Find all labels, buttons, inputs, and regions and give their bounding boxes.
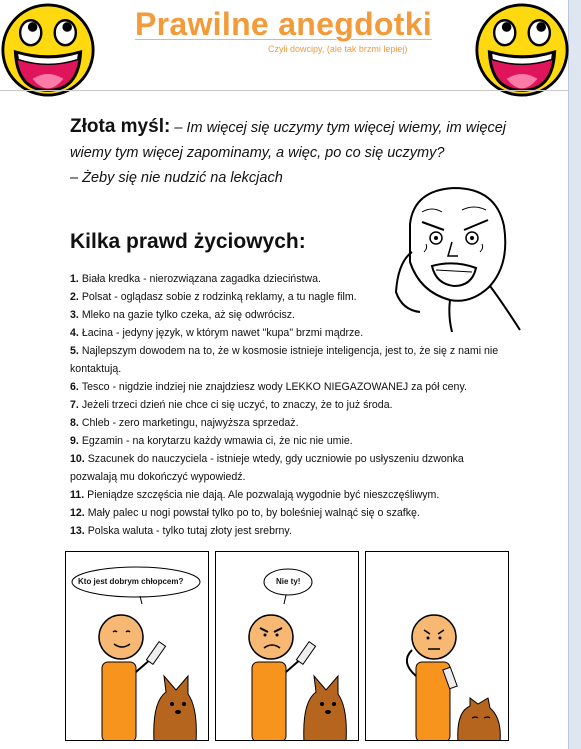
truth-item bbox=[70, 378, 510, 396]
truth-text: Jeżeli trzeci dzień nie chce ci się uczyć, to znaczy, że to już środa. bbox=[81, 399, 393, 411]
truth-text: Łacina - jedyny język, w którym nawet "kupa" brzmi mądrze. bbox=[81, 327, 364, 339]
truth-text: Tesco - nigdzie indziej nie znajdziesz wody LEKKO NIEGAZOWANEJ za pół ceny. bbox=[81, 381, 467, 393]
truth-number: 7. bbox=[70, 399, 79, 411]
truth-number: 6. bbox=[70, 381, 79, 393]
truth-item bbox=[70, 432, 510, 450]
truth-item bbox=[70, 450, 510, 486]
truth-item bbox=[70, 522, 510, 540]
comic-panel-3 bbox=[365, 551, 509, 741]
awesome-smiley-icon bbox=[474, 2, 570, 98]
golden-thought bbox=[70, 114, 510, 191]
truth-item bbox=[70, 486, 510, 504]
truth-number: 1. bbox=[70, 273, 79, 285]
truth-text: Biała kredka - nierozwiązana zagadka dzieciństwa. bbox=[81, 273, 321, 285]
comic-panel-1 bbox=[65, 551, 209, 741]
truth-text: Najlepszym dowodem na to, że w kosmosie istnieje inteligencja, jest to, że się z nami nie kontaktują. bbox=[70, 345, 499, 375]
truth-text: Polska waluta - tylko tutaj złoty jest srebrny. bbox=[87, 525, 292, 537]
header-divider bbox=[0, 90, 568, 91]
truth-number: 8. bbox=[70, 417, 79, 429]
speech-bubble-text: Kto jest dobrym chłopcem? bbox=[78, 577, 184, 586]
truth-text: Mleko na gazie tylko czeka, aż się odwrócisz. bbox=[81, 309, 295, 321]
page-subtitle: Czyli dowcipy, (ale tak brzmi lepiej) bbox=[268, 44, 408, 54]
truth-item bbox=[70, 324, 510, 342]
truth-text: Pieniądze szczęścia nie dają. Ale pozwalają wygodnie być nieszczęśliwym. bbox=[87, 489, 440, 501]
truth-number: 13. bbox=[70, 525, 85, 537]
golden-thought-text: – Im więcej się uczymy tym więcej wiemy, im więcej wiemy tym więcej zapominamy, a więc, po co się uczymy? bbox=[70, 120, 507, 161]
comic-strip bbox=[65, 551, 510, 741]
truth-number: 3. bbox=[70, 309, 79, 321]
truth-text: Egzamin - na korytarzu każdy wmawia ci, że nic nie umie. bbox=[81, 435, 353, 447]
page-title: Prawilne anegdotki bbox=[135, 6, 433, 42]
truth-text: Polsat - oglądasz sobie z rodzinką reklamy, a tu nagle film. bbox=[81, 291, 357, 303]
comic-panel-2 bbox=[215, 551, 359, 741]
truth-item bbox=[70, 504, 510, 522]
truth-item bbox=[70, 414, 510, 432]
truth-number: 9. bbox=[70, 435, 79, 447]
truths-list bbox=[70, 270, 510, 540]
speech-bubble-text: Nie ty! bbox=[276, 577, 301, 586]
truth-number: 12. bbox=[70, 507, 85, 519]
section-title: Kilka prawd życiowych: bbox=[70, 230, 306, 253]
truth-item bbox=[70, 288, 510, 306]
truth-number: 11. bbox=[70, 489, 85, 501]
truth-item bbox=[70, 270, 510, 288]
awesome-smiley-icon bbox=[0, 2, 96, 98]
truth-text: Szacunek do nauczyciela - istnieje wtedy, gdy uczniowie po usłyszeniu dzwonka pozwalają mu dokończyć wypowiedź. bbox=[70, 453, 464, 483]
golden-thought-label: Złota myśl: bbox=[70, 116, 171, 137]
truth-text: Chleb - zero marketingu, najwyższa sprzedaż. bbox=[81, 417, 299, 429]
truth-item bbox=[70, 396, 510, 414]
truth-item bbox=[70, 342, 510, 378]
truth-number: 10. bbox=[70, 453, 85, 465]
golden-thought-answer: – Żeby się nie nudzić na lekcjach bbox=[70, 170, 283, 186]
truth-number: 2. bbox=[70, 291, 79, 303]
truth-number: 5. bbox=[70, 345, 79, 357]
truth-item bbox=[70, 306, 510, 324]
truth-number: 4. bbox=[70, 327, 79, 339]
truth-text: Mały palec u nogi powstał tylko po to, by boleśniej walnąć się o szafkę. bbox=[87, 507, 420, 519]
